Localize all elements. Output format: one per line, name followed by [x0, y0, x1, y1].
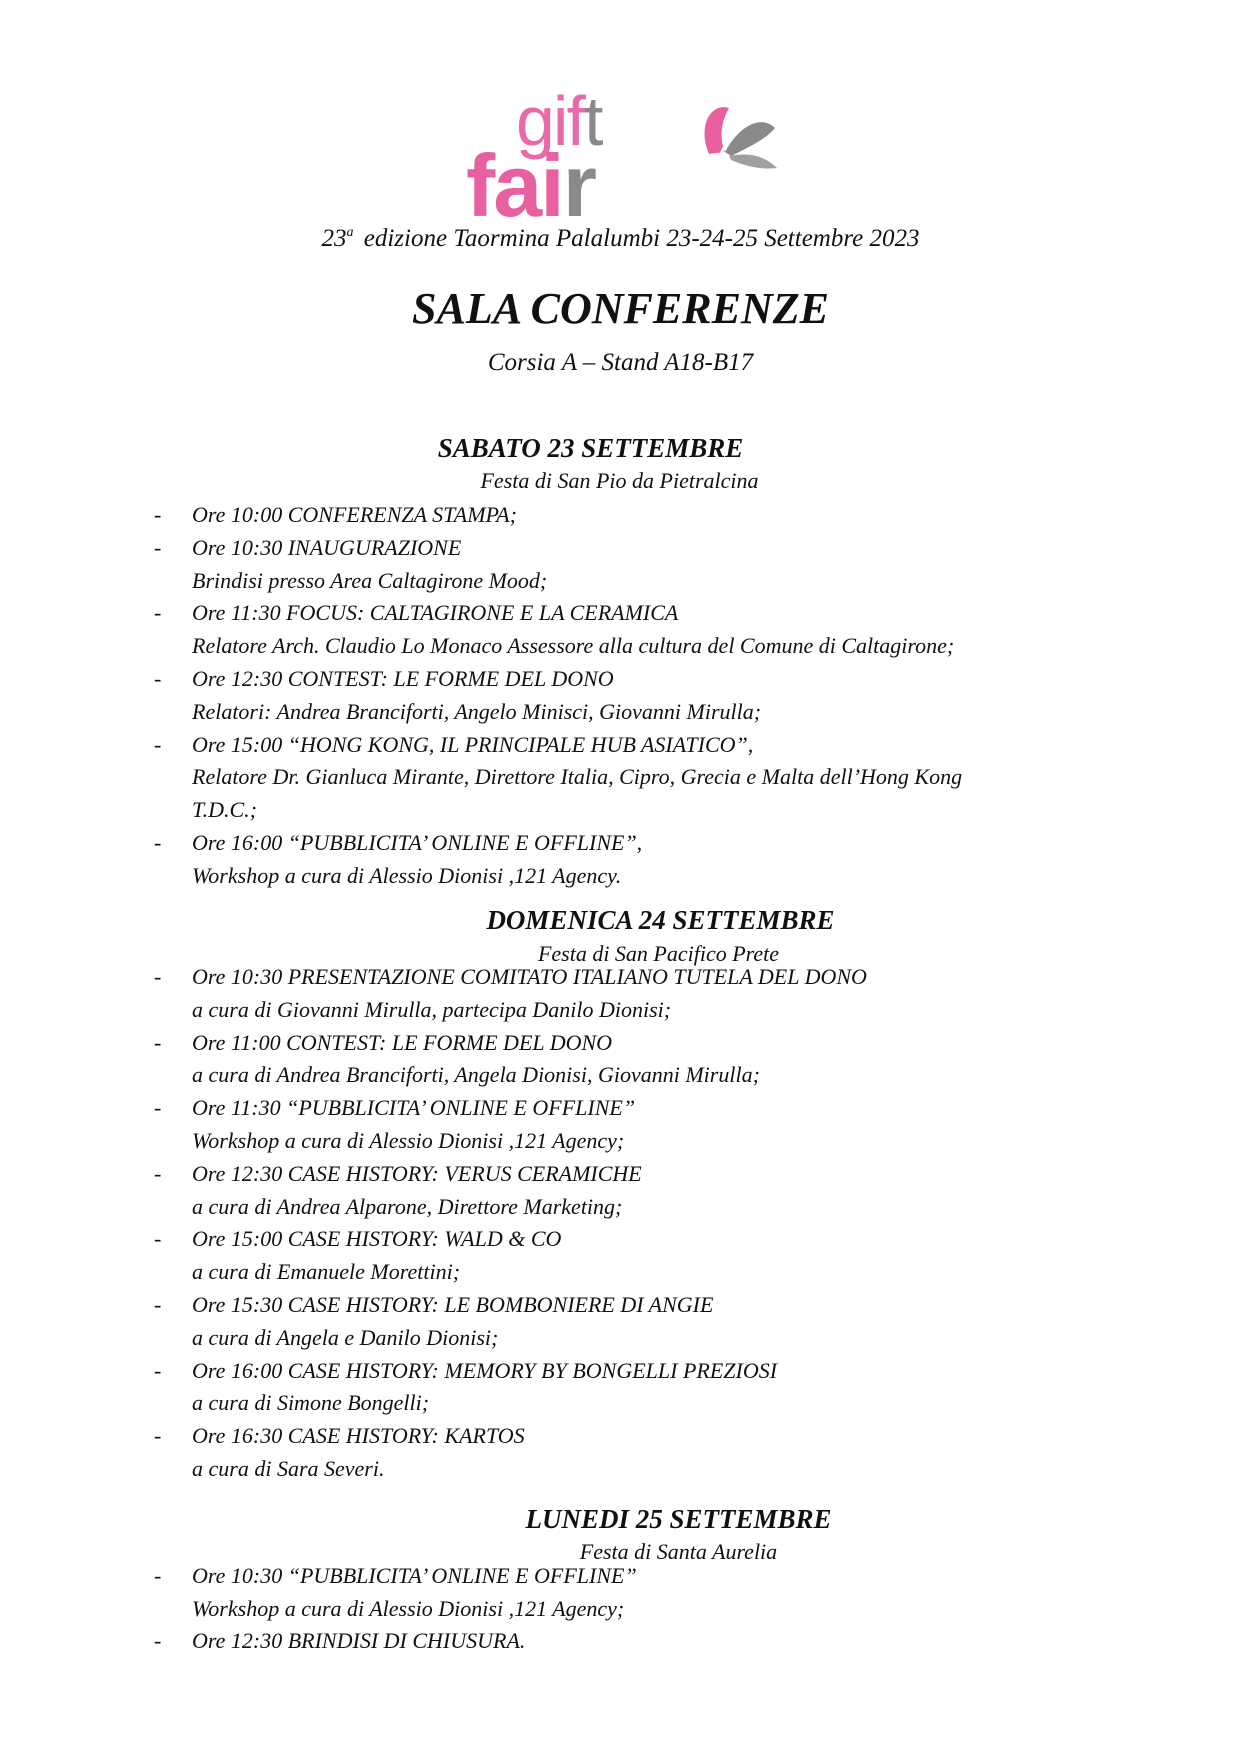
list-bullet: - [154, 964, 162, 989]
schedule-item-title: Ore 11:30 FOCUS: CALTAGIRONE E LA CERAMICA [192, 600, 679, 626]
logo-t: t [583, 82, 602, 160]
list-bullet: - [154, 1357, 162, 1383]
ribbon-bow-icon [691, 96, 781, 176]
logo-fa: fa [466, 136, 541, 235]
schedule-item-title: Ore 10:30 “PUBBLICITA’ ONLINE E OFFLINE” [192, 1563, 637, 1588]
list-bullet: - [154, 600, 162, 626]
schedule-item-title: Ore 12:30 CASE HISTORY: VERUS CERAMICHE [192, 1160, 642, 1186]
day-feast: Festa di San Pacifico Prete [537, 941, 780, 966]
list-bullet: - [154, 1563, 162, 1588]
schedule-item-detail: a cura di Emanuele Morettini; [192, 1259, 461, 1285]
schedule-item-title: Ore 11:00 CONTEST: LE FORME DEL DONO [192, 1029, 613, 1055]
list-bullet: - [154, 1628, 162, 1654]
schedule-item-detail: Relatore Dr. Gianluca Mirante, Direttore Italia, Cipro, Grecia e Malta dell’Hong Kong [192, 764, 963, 790]
list-bullet: - [154, 1095, 162, 1121]
schedule-item-detail: a cura di Andrea Branciforti, Angela Dionisi, Giovanni Mirulla; [192, 1062, 760, 1088]
edition-superscript: a [346, 225, 354, 240]
logo-gif: gif [516, 82, 584, 160]
schedule-item-detail: a cura di Angela e Danilo Dionisi; [192, 1324, 499, 1350]
schedule-item-detail: Brindisi presso Area Caltagirone Mood; [192, 567, 548, 593]
schedule-item-detail: Workshop a cura di Alessio Dionisi ,121 Agency; [192, 1595, 625, 1621]
schedule-item-detail: a cura di Giovanni Mirulla, partecipa Danilo Dionisi; [192, 996, 672, 1022]
schedule-item-title: Ore 15:00 CASE HISTORY: WALD & CO [192, 1226, 562, 1252]
list-bullet: - [154, 1423, 162, 1449]
schedule-item-detail: Workshop a cura di Alessio Dionisi ,121 Agency. [192, 862, 622, 888]
edition-line [0, 225, 1241, 253]
schedule-item-title: Ore 16:00 CASE HISTORY: MEMORY BY BONGELLI PREZIOSI [192, 1357, 778, 1383]
schedule-item-title: Ore 16:00 “PUBBLICITA’ ONLINE E OFFLINE”, [192, 830, 643, 855]
schedule-item-title: Ore 10:00 CONFERENZA STAMPA; [192, 502, 517, 527]
page-subtitle: Corsia A – Stand A18-B17 [487, 349, 754, 376]
schedule-item-detail: Relatori: Andrea Branciforti, Angelo Minisci, Giovanni Mirulla; [192, 698, 762, 724]
schedule-item-detail: a cura di Simone Bongelli; [192, 1390, 430, 1416]
schedule-item-detail: T.D.C.; [192, 797, 257, 823]
schedule-item-title: Ore 11:30 “PUBBLICITA’ ONLINE E OFFLINE” [192, 1095, 636, 1121]
schedule-item-title: Ore 12:30 BRINDISI DI CHIUSURA. [192, 1628, 526, 1654]
schedule-item-title: Ore 10:30 PRESENTAZIONE COMITATO ITALIANO TUTELA DEL DONO [192, 964, 867, 989]
day-title: DOMENICA 24 SETTEMBRE [486, 905, 835, 935]
gift-fair-logo [466, 82, 781, 235]
schedule-item-title: Ore 15:00 “HONG KONG, IL PRINCIPALE HUB ASIATICO”, [192, 731, 754, 757]
day-title: SABATO 23 SETTEMBRE [437, 433, 744, 463]
logo-r: r [562, 136, 595, 235]
schedule-item-title: Ore 16:30 CASE HISTORY: KARTOS [192, 1423, 525, 1449]
list-bullet: - [154, 502, 162, 527]
schedule-item-detail: Relatore Arch. Claudio Lo Monaco Assessore alla cultura del Comune di Caltagirone; [192, 633, 955, 659]
page-title: SALA CONFERENZE [412, 284, 829, 333]
list-bullet: - [154, 731, 162, 757]
logo-fair-word [466, 136, 595, 235]
schedule-item-detail: a cura di Andrea Alparone, Direttore Marketing; [192, 1193, 623, 1219]
list-bullet: - [154, 1292, 162, 1317]
list-bullet: - [154, 1226, 162, 1252]
schedule-item-title: Ore 12:30 CONTEST: LE FORME DEL DONO [192, 666, 614, 691]
list-bullet: - [154, 1160, 162, 1186]
list-bullet: - [154, 1029, 162, 1055]
day-feast: Festa di Santa Aurelia [579, 1539, 778, 1564]
edition-number: 23 [321, 225, 347, 252]
list-bullet: - [154, 666, 162, 691]
list-bullet: - [154, 534, 162, 560]
day-feast: Festa di San Pio da Pietralcina [480, 468, 759, 493]
logo-i: i [540, 136, 563, 235]
schedule-item-title: Ore 10:30 INAUGURAZIONE [192, 534, 462, 560]
day-title: LUNEDI 25 SETTEMBRE [525, 1504, 832, 1534]
list-bullet: - [154, 830, 162, 855]
schedule-item-detail: Workshop a cura di Alessio Dionisi ,121 Agency; [192, 1128, 625, 1153]
schedule-item-title: Ore 15:30 CASE HISTORY: LE BOMBONIERE DI ANGIE [192, 1292, 714, 1317]
schedule-item-detail: a cura di Sara Severi. [192, 1456, 385, 1481]
edition-text: edizione Taormina Palalumbi 23-24-25 Settembre 2023 [363, 225, 920, 252]
